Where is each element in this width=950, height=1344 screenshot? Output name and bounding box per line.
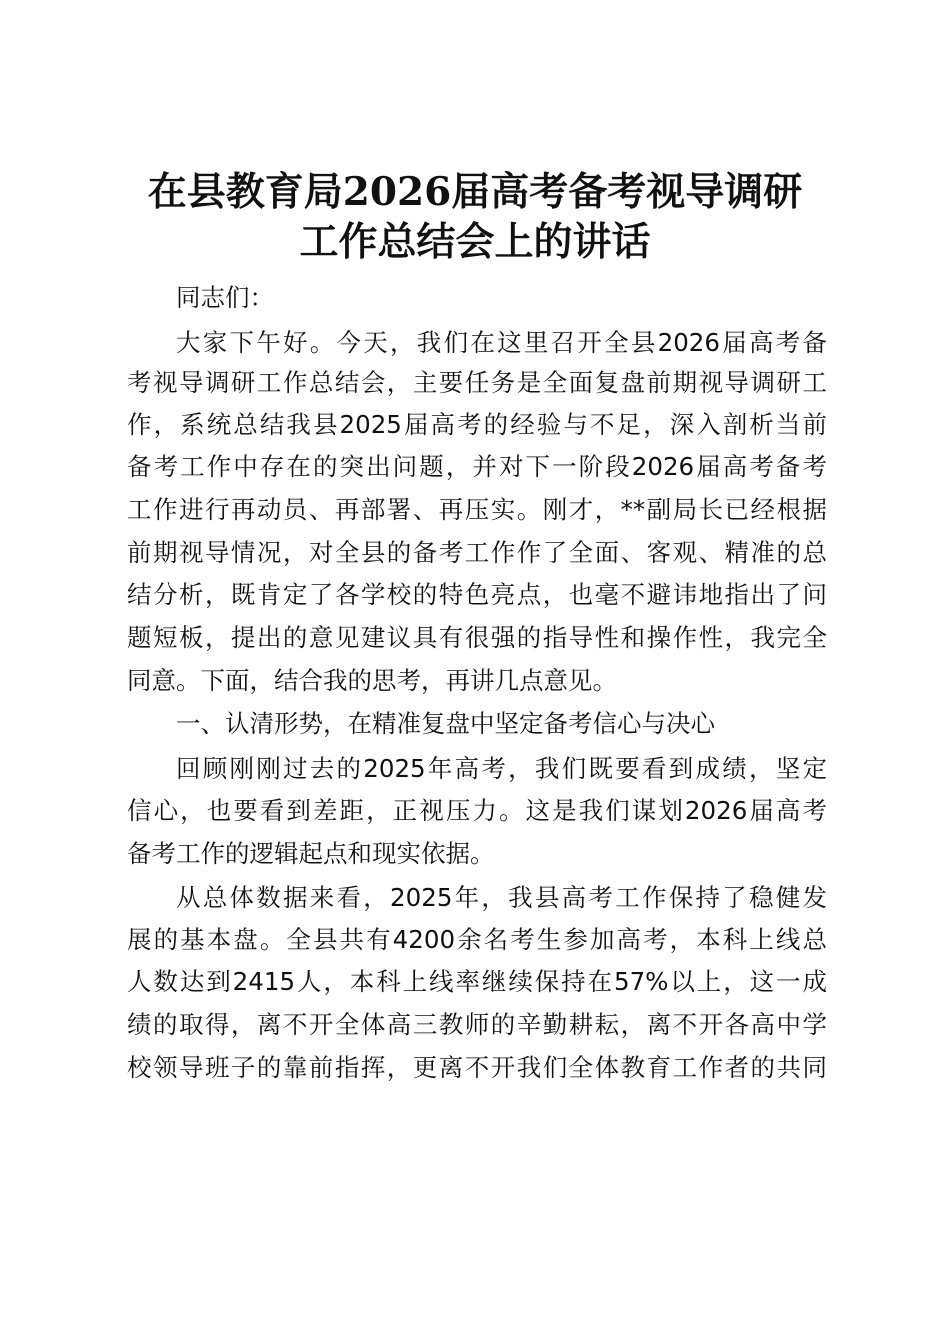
body-line: 考视导调研工作总结会，主要任务是全面复盘前期视导调研工 xyxy=(127,368,827,397)
salutation: 同志们： xyxy=(176,283,274,312)
body-line: 信心，也要看到差距，正视压力。这是我们谋划2026届高考 xyxy=(127,796,827,825)
body-line: 校领导班子的靠前指挥，更离不开我们全体教育工作者的共同 xyxy=(127,1053,827,1082)
body-line: 备考工作的逻辑起点和现实依据。 xyxy=(127,839,495,868)
document-title-line-2: 工作总结会上的讲话 xyxy=(299,219,651,265)
body-line: 结分析，既肯定了各学校的特色亮点，也毫不避讳地指出了问 xyxy=(127,580,827,609)
body-line: 题短板，提出的意见建议具有很强的指导性和操作性，我完全 xyxy=(127,623,827,652)
section-heading: 一、认清形势，在精准复盘中坚定备考信心与决心 xyxy=(176,709,715,738)
body-line: 人数达到2415人，本科上线率继续保持在57%以上，这一成 xyxy=(127,967,827,996)
body-line: 展的基本盘。全县共有4200余名考生参加高考，本科上线总 xyxy=(127,925,827,954)
body-line: 前期视导情况，对全县的备考工作作了全面、客观、精准的总 xyxy=(127,538,827,567)
body-line: 从总体数据来看，2025年，我县高考工作保持了稳健发 xyxy=(176,883,827,912)
body-line: 回顾刚刚过去的2025年高考，我们既要看到成绩，坚定 xyxy=(176,754,827,783)
body-line: 大家下午好。今天，我们在这里召开全县2026届高考备 xyxy=(176,328,827,357)
body-line: 工作进行再动员、再部署、再压实。刚才，**副局长已经根据 xyxy=(127,495,827,524)
body-line: 作，系统总结我县2025届高考的经验与不足，深入剖析当前 xyxy=(127,410,827,439)
body-line: 绩的取得，离不开全体高三教师的辛勤耕耘，离不开各高中学 xyxy=(127,1010,827,1039)
body-line: 备考工作中存在的突出问题，并对下一阶段2026届高考备考 xyxy=(127,452,827,481)
body-line: 同意。下面，结合我的思考，再讲几点意见。 xyxy=(127,666,617,695)
document-title-line-1: 在县教育局2026届高考备考视导调研 xyxy=(147,169,803,215)
